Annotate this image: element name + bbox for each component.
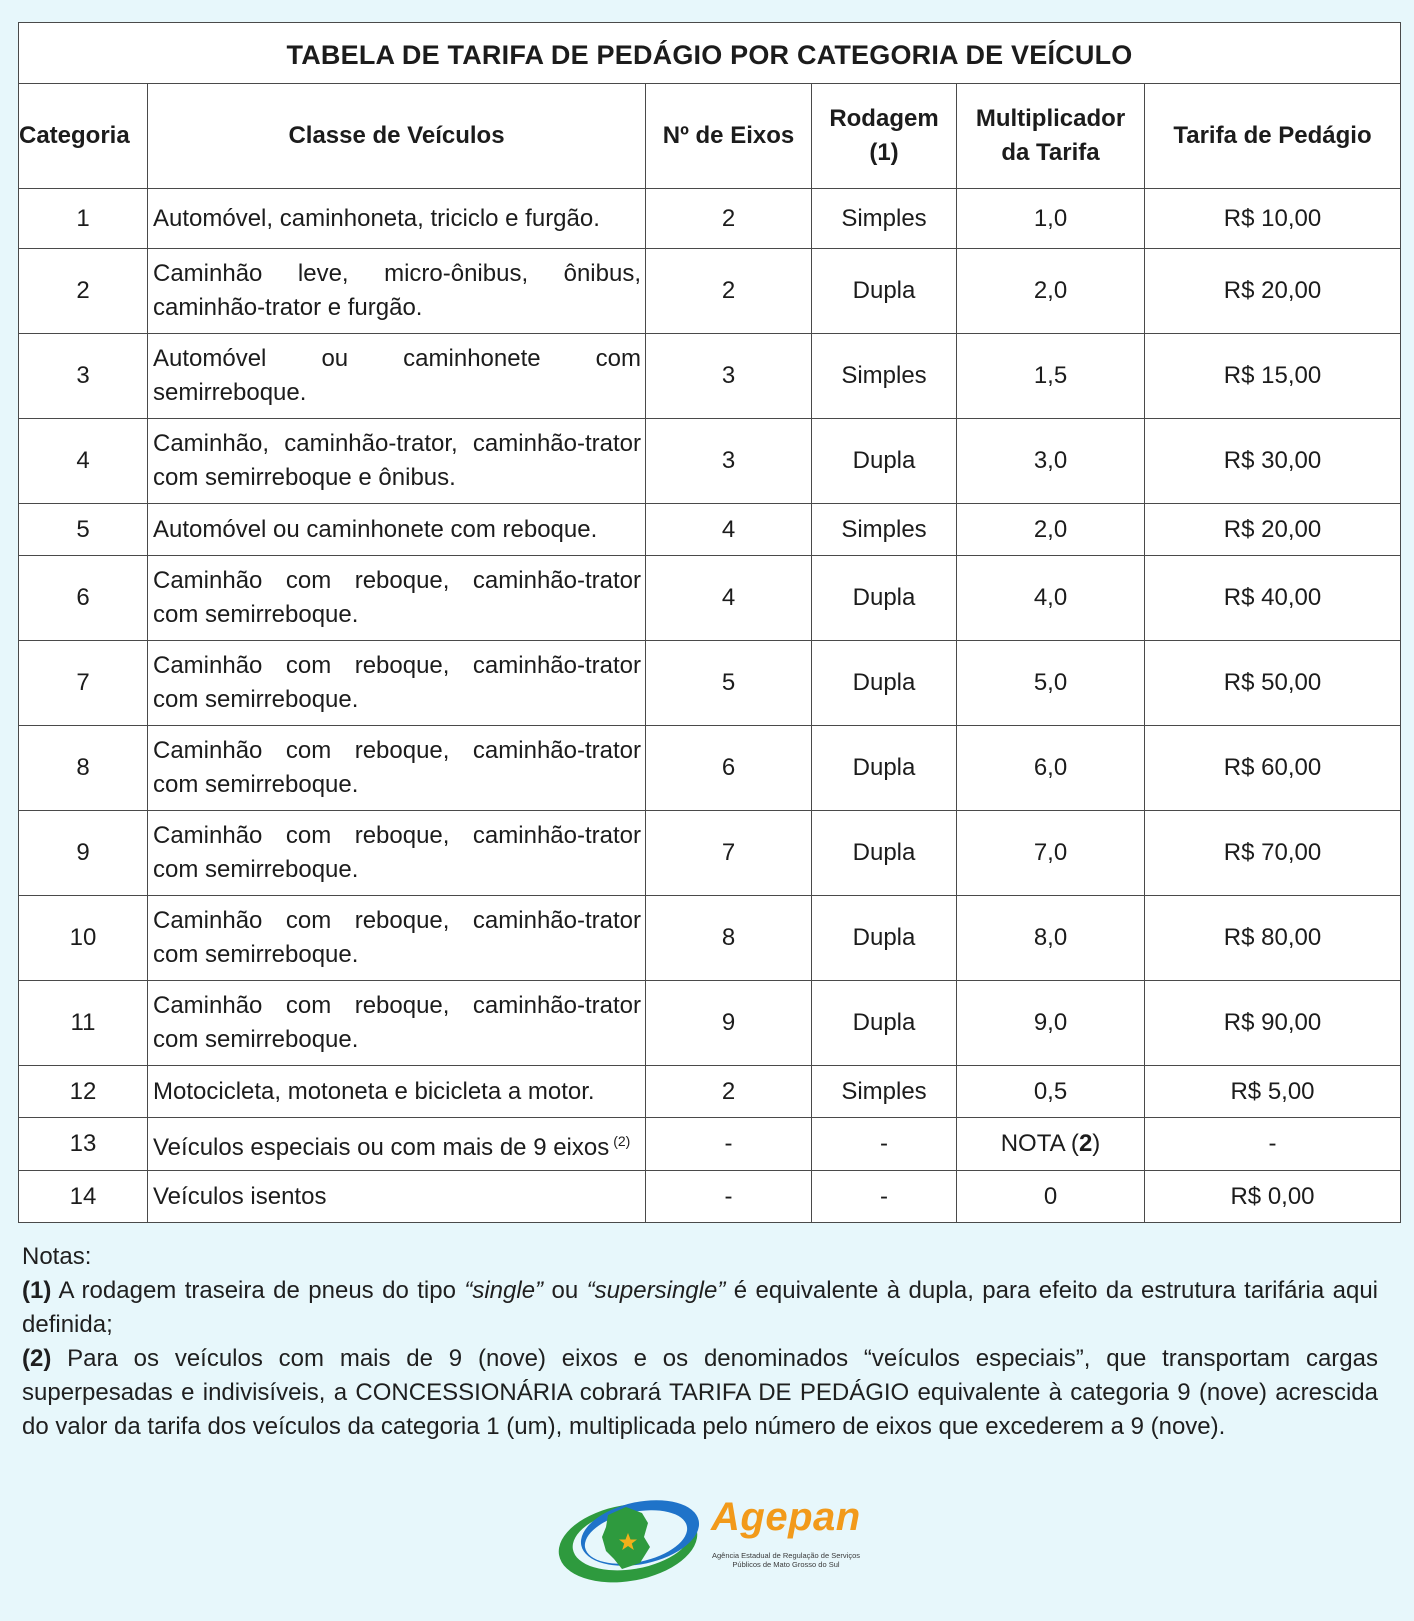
cell-rodagem: Dupla [812, 811, 957, 896]
note-1 [22, 1274, 1378, 1342]
cell-tarifa: - [1145, 1118, 1401, 1171]
cell-rodagem: Simples [812, 189, 957, 249]
cell-eixos: 8 [646, 896, 812, 981]
note-1-single: “single” [464, 1277, 544, 1304]
toll-fare-table [18, 22, 1401, 1223]
cell-eixos: 3 [646, 419, 812, 504]
cell-eixos: 5 [646, 641, 812, 726]
cell-eixos: - [646, 1171, 812, 1223]
agepan-logo [556, 1493, 861, 1587]
note-1-text-b: ou [543, 1277, 587, 1304]
agepan-logo-icon [556, 1493, 706, 1587]
table-row [19, 1066, 1401, 1118]
note-1-marker: (1) [22, 1277, 52, 1304]
header-categoria: Categoria [19, 84, 148, 189]
header-rodagem-line1: Rodagem [829, 105, 939, 132]
cell-classe: Caminhão, caminhão-trator, caminhão-trator com semirreboque e ônibus. [148, 419, 646, 504]
cell-multiplicador [957, 1118, 1145, 1171]
cell-categoria: 14 [19, 1171, 148, 1223]
cell-multiplicador: 8,0 [957, 896, 1145, 981]
cell-categoria: 10 [19, 896, 148, 981]
table-row [19, 811, 1401, 896]
cell-categoria: 5 [19, 504, 148, 556]
cell-multiplicador: 7,0 [957, 811, 1145, 896]
cell-eixos: 6 [646, 726, 812, 811]
cell-tarifa: R$ 80,00 [1145, 896, 1401, 981]
cell-classe: Caminhão com reboque, caminhão-trator com semirreboque. [148, 981, 646, 1066]
header-multiplicador [957, 84, 1145, 189]
cell-eixos: 2 [646, 1066, 812, 1118]
cell-tarifa: R$ 10,00 [1145, 189, 1401, 249]
agepan-subtitle-line2: Públicos de Mato Grosso do Sul [732, 1560, 840, 1569]
cell-tarifa: R$ 30,00 [1145, 419, 1401, 504]
mult-note-prefix: NOTA ( [1000, 1130, 1079, 1157]
cell-eixos: 2 [646, 189, 812, 249]
cell-rodagem: Simples [812, 1066, 957, 1118]
cell-multiplicador: 1,5 [957, 334, 1145, 419]
cell-multiplicador: 1,0 [957, 189, 1145, 249]
header-mult-line2: da Tarifa [1001, 139, 1100, 166]
cell-categoria: 9 [19, 811, 148, 896]
cell-categoria: 7 [19, 641, 148, 726]
cell-categoria: 8 [19, 726, 148, 811]
notes-section [22, 1240, 1378, 1444]
cell-rodagem: - [812, 1171, 957, 1223]
note-1-supersingle: “supersingle” [586, 1277, 726, 1304]
cell-rodagem: Dupla [812, 249, 957, 334]
table-row [19, 556, 1401, 641]
cell-categoria: 3 [19, 334, 148, 419]
table-title: TABELA DE TARIFA DE PEDÁGIO POR CATEGORIA DE VEÍCULO [19, 23, 1401, 84]
note-2-text: Para os veículos com mais de 9 (nove) eixos e os denominados “veículos especiais”, que transportam cargas superpesadas e indivisíveis, a CONCESSIONÁRIA cobrará TARIFA DE PEDÁGIO equivalente à categoria 9 (nove) acrescida do valor da tarifa dos veículos da categoria 1 (um), multiplicada pelo número de eixos que excederem a 9 (nove). [22, 1345, 1378, 1440]
cell-tarifa: R$ 20,00 [1145, 504, 1401, 556]
note-2 [22, 1342, 1378, 1444]
cell-categoria: 1 [19, 189, 148, 249]
cell-categoria: 11 [19, 981, 148, 1066]
cell-classe-text: Veículos especiais ou com mais de 9 eixos [153, 1133, 610, 1161]
cell-multiplicador: 6,0 [957, 726, 1145, 811]
cell-categoria: 12 [19, 1066, 148, 1118]
cell-rodagem: Dupla [812, 896, 957, 981]
table-row [19, 641, 1401, 726]
cell-rodagem: Simples [812, 334, 957, 419]
notes-heading: Notas: [22, 1243, 92, 1270]
table-row [19, 896, 1401, 981]
table-row [19, 334, 1401, 419]
cell-categoria: 13 [19, 1118, 148, 1171]
cell-categoria: 6 [19, 556, 148, 641]
cell-classe: Caminhão com reboque, caminhão-trator com semirreboque. [148, 556, 646, 641]
cell-classe: Caminhão com reboque, caminhão-trator com semirreboque. [148, 896, 646, 981]
note-2-marker: (2) [22, 1345, 52, 1372]
header-rodagem-line2: (1) [869, 139, 899, 166]
table-row [19, 189, 1401, 249]
cell-multiplicador: 4,0 [957, 556, 1145, 641]
table-row [19, 504, 1401, 556]
cell-multiplicador: 0 [957, 1171, 1145, 1223]
cell-classe: Caminhão com reboque, caminhão-trator com semirreboque. [148, 726, 646, 811]
mult-note-suffix: ) [1092, 1130, 1101, 1157]
cell-multiplicador: 5,0 [957, 641, 1145, 726]
cell-rodagem: - [812, 1118, 957, 1171]
cell-classe: Motocicleta, motoneta e bicicleta a motor. [148, 1066, 646, 1118]
cell-multiplicador: 0,5 [957, 1066, 1145, 1118]
table-row [19, 1171, 1401, 1223]
header-classe: Classe de Veículos [148, 84, 646, 189]
note-1-text-a: A rodagem traseira de pneus do tipo [51, 1277, 465, 1304]
table-row [19, 981, 1401, 1066]
table-header-row [19, 84, 1401, 189]
cell-tarifa: R$ 90,00 [1145, 981, 1401, 1066]
cell-classe: Automóvel, caminhoneta, triciclo e furgão. [148, 189, 646, 249]
note-1-text-c: é equivalente à dupla, para efeito da estrutura tarifária aqui definida; [22, 1277, 1378, 1338]
cell-eixos: 2 [646, 249, 812, 334]
cell-classe: Veículos isentos [148, 1171, 646, 1223]
cell-rodagem: Dupla [812, 419, 957, 504]
header-tarifa: Tarifa de Pedágio [1145, 84, 1401, 189]
cell-classe: Caminhão com reboque, caminhão-trator com semirreboque. [148, 641, 646, 726]
cell-tarifa: R$ 70,00 [1145, 811, 1401, 896]
cell-rodagem: Dupla [812, 556, 957, 641]
cell-classe: Automóvel ou caminhonete com reboque. [148, 504, 646, 556]
cell-eixos: - [646, 1118, 812, 1171]
cell-tarifa: R$ 15,00 [1145, 334, 1401, 419]
cell-multiplicador: 9,0 [957, 981, 1145, 1066]
cell-tarifa: R$ 5,00 [1145, 1066, 1401, 1118]
cell-eixos: 4 [646, 504, 812, 556]
note-2-reference: (2) [613, 1132, 631, 1149]
cell-multiplicador: 3,0 [957, 419, 1145, 504]
cell-rodagem: Dupla [812, 726, 957, 811]
cell-categoria: 4 [19, 419, 148, 504]
cell-eixos: 3 [646, 334, 812, 419]
cell-tarifa: R$ 0,00 [1145, 1171, 1401, 1223]
cell-rodagem: Dupla [812, 981, 957, 1066]
cell-tarifa: R$ 40,00 [1145, 556, 1401, 641]
cell-eixos: 9 [646, 981, 812, 1066]
agepan-subtitle-line1: Agência Estadual de Regulação de Serviços [711, 1551, 860, 1560]
cell-tarifa: R$ 60,00 [1145, 726, 1401, 811]
table-row [19, 249, 1401, 334]
cell-categoria: 2 [19, 249, 148, 334]
cell-classe: Automóvel ou caminhonete com semirreboque. [148, 334, 646, 419]
table-row [19, 1118, 1401, 1171]
table-row [19, 726, 1401, 811]
cell-tarifa: R$ 50,00 [1145, 641, 1401, 726]
cell-multiplicador: 2,0 [957, 249, 1145, 334]
cell-multiplicador: 2,0 [957, 504, 1145, 556]
cell-rodagem: Simples [812, 504, 957, 556]
table-row [19, 419, 1401, 504]
cell-tarifa: R$ 20,00 [1145, 249, 1401, 334]
cell-classe [148, 1118, 646, 1171]
table-title-row [19, 23, 1401, 84]
header-mult-line1: Multiplicador [975, 105, 1126, 132]
mult-note-number: 2 [1078, 1130, 1093, 1157]
agepan-wordmark: Agepan [711, 1495, 861, 1539]
header-eixos: Nº de Eixos [646, 84, 812, 189]
cell-classe: Caminhão com reboque, caminhão-trator com semirreboque. [148, 811, 646, 896]
cell-classe: Caminhão leve, micro-ônibus, ônibus, caminhão-trator e furgão. [148, 249, 646, 334]
header-rodagem [812, 84, 957, 189]
cell-rodagem: Dupla [812, 641, 957, 726]
cell-eixos: 7 [646, 811, 812, 896]
cell-eixos: 4 [646, 556, 812, 641]
